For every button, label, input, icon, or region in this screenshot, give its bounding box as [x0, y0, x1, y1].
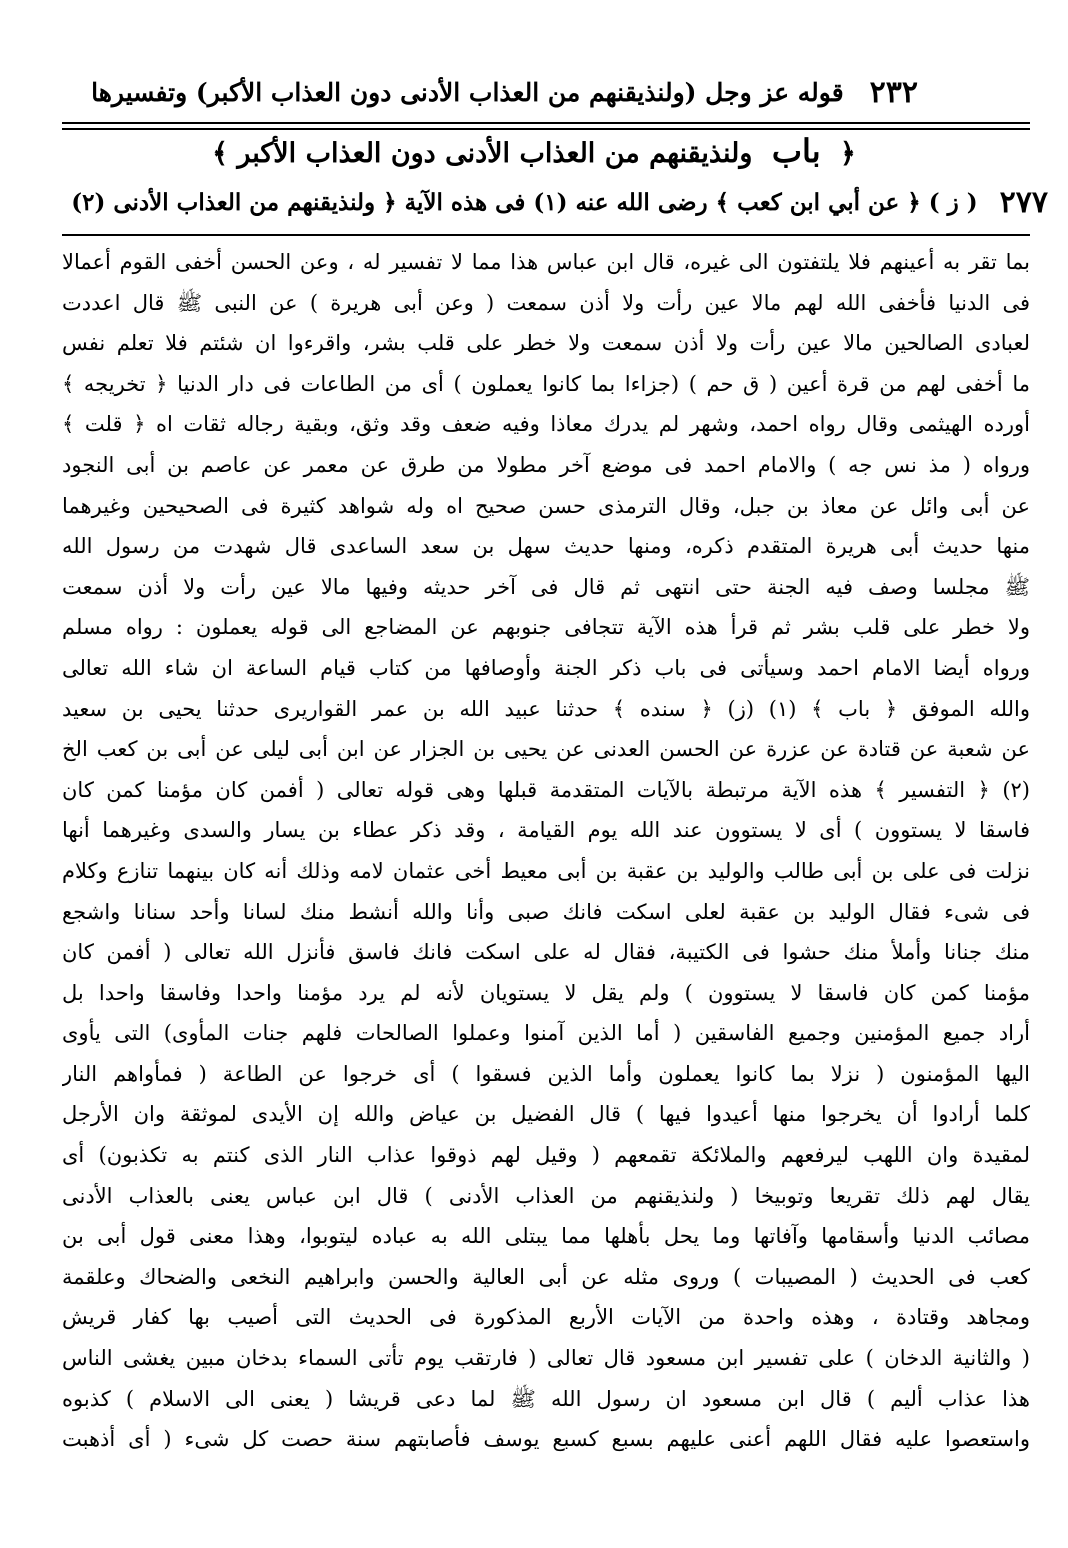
- text-line: واستعصوا عليه فقال اللهم أعنى عليهم بسبع كسبع يوسف فأصابتهم سنة حصت كل شىء ( أى أذهبت: [62, 1427, 1030, 1452]
- text-line: كلما أرادوا أن يخرجوا منها أعيدوا فيها ) قال الفضيل بن عياض والله إن الأيدى لموثقة وان الأرجل: [62, 1102, 1030, 1127]
- text-line: فى شىء فقال الوليد بن عقبة لعلى اسكت فانك صبى وأنا والله أنشط منك لسانا وأحد سنانا واشجع: [62, 899, 1030, 924]
- chapter-heading: [80, 132, 988, 170]
- page-number: ٢٣٢: [869, 74, 918, 110]
- commentary-body: [62, 242, 1030, 1460]
- text-line: ( والثانية الدخان ) على تفسير ابن مسعود قال تعالى ( فارتقب يوم تأتى السماء بدخان مبين يغشى الناس: [62, 1346, 1030, 1371]
- text-line: ﷺ مجلسا وصف فيه الجنة حتى انتهى ثم قال فى آخر حديثه وفيها مالا عين رأت ولا أذن سمعت: [62, 574, 1030, 599]
- text-line: نزلت فى على بن أبى طالب والوليد بن عقبة بن أبى معيط أخى عثمان لامه وذلك أنه كان بينهما تنازع وكلام: [62, 858, 1030, 883]
- text-line: فى الدنيا فأخفى الله لهم مالا عين رأت ولا أذن سمعت ( وعن أبى هريرة ) عن النبى ﷺ قال اعددت: [62, 290, 1030, 315]
- chapter-close-bracket: ﴾: [212, 138, 228, 169]
- text-line: لعبادى الصالحين مالا عين رأت ولا أذن سمعت ولا خطر على قلب بشر، واقرءوا ان شئتم فلا تعلم نفس: [62, 331, 1030, 356]
- hadith-number: ٢٧٧: [999, 184, 1048, 220]
- commentary-rule: [62, 234, 1030, 236]
- text-line: ورواه ( مذ نس جه ) والامام احمد فى موضع آخر مطولا من طرق عن معمر عن عاصم بن أبى النجود: [62, 452, 1030, 477]
- text-line: ومجاهد وقتادة ، وهذه واحدة من الآيات الأربع المذكورة فى الحديث التى أصيب بها كفار قريش: [62, 1305, 1030, 1330]
- header-rule: [62, 122, 1030, 130]
- chapter-title: ولنذيقنهم من العذاب الأدنى دون العذاب الأكبر: [237, 138, 753, 169]
- text-line: مؤمنا كمن كان فاسقا لا يستوون ) ولم يقل لا يستويان لأنه لم يرد مؤمنا واحدا وفاسقا واحدا بل: [62, 980, 1030, 1005]
- text-line: ولا خطر على قلب بشر ثم قرأ هذه الآية تتجافى جنوبهم عن المضاجع الى قوله يعملون : رواه مسلم: [62, 615, 1030, 640]
- text-line: (٢) ﴿ التفسير ﴾ هذه الآية مرتبطة بالآيات المتقدمة قبلها وهى قوله تعالى ( أفمن كان مؤمنا كمن كان: [62, 777, 1030, 802]
- running-title: قوله عز وجل (ولنذيقنهم من العذاب الأدنى دون العذاب الأكبر) وتفسيرها: [91, 77, 844, 107]
- text-line: بما تقر به أعينهم فلا يلتفتون الى غيره، قال ابن عباس هذا مما لا تفسير له ، وعن الحسن أخفى القوم أعمالا: [62, 250, 1030, 274]
- hadith-text: ( ز ) ﴿ عن أبي ابن كعب ﴾ رضى الله عنه (١) فى هذه الآية ﴿ ولنذيقنهم من العذاب الأدنى (٢): [71, 188, 978, 216]
- running-header: [84, 62, 918, 122]
- text-line: هذا عذاب أليم ) قال ابن مسعود ان رسول الله ﷺ لما دعى قريشا ( يعنى الى الاسلام ) كذبوه: [62, 1386, 1030, 1411]
- text-line: عن شعبة عن قتادة عن عزرة عن الحسن العدنى عن يحيى بن الجزار عن ابن أبى ليلى عن أبى بن كعب الخ: [62, 737, 1030, 762]
- text-line: مصائب الدنيا وأسقامها وآفاتها وما يحل بأهلها مما يبتلى الله به عباده ليتوبوا، وهذا معنى قول أبى بن: [62, 1224, 1030, 1249]
- text-line: والله الموفق ﴿ باب ﴾ (١) (ز) ﴿ سنده ﴾ حدثنا عبيد الله بن عمر القواريرى حدثنا يحيى بن سعيد: [62, 696, 1030, 721]
- text-line: أورده الهيثمى وقال رواه احمد، وشهر لم يدرك معاذا وفيه ضعف وقد وثق، وبقية رجاله ثقات اه ﴿ قلت ﴾: [62, 412, 1030, 437]
- text-line: منك جنانا وأملأ منك حشوا فى الكتيبة، فقال له على اسكت فانك فاسق فأنزل الله تعالى ( أفمن كان: [62, 940, 1030, 965]
- text-line: لمقيدة وان اللهب ليرفعهم والملائكة تقمعهم ( وقيل لهم ذوقوا عذاب النار الذى كنتم به تكذبون) أى: [62, 1143, 1030, 1168]
- text-line: يقال لهم ذلك تقريعا وتوبيخا ( ولنذيقنهم من العذاب الأدنى ) قال ابن عباس يعنى بالعذاب الأدنى: [62, 1183, 1030, 1208]
- text-line: أراد جميع المؤمنين وجميع الفاسقين ( أما الذين آمنوا وعملوا الصالحات فلهم جنات المأوى) التى يأوى: [62, 1021, 1030, 1046]
- text-line: ورواه أيضا الامام احمد وسيأتى فى باب ذكر الجنة وأوصافها من كتاب قيام الساعة ان شاء الله تعالى: [62, 655, 1030, 680]
- text-line: ما أخفى لهم من قرة أعين ( ق حم ) (جزاءا بما كانوا يعملون ) أى من الطاعات فى دار الدنيا ﴿ تخريجه ﴾: [62, 371, 1030, 396]
- hadith-heading: [62, 178, 1048, 226]
- text-line: فاسقا لا يستوون ) أى لا يستوون عند الله يوم القيامة ، وقد ذكر عطاء بن يسار والسدى وغيرهما أنها: [62, 818, 1030, 843]
- text-line: منها حديث أبى هريرة المتقدم ذكره، ومنها حديث سهل بن سعد الساعدى قال شهدت من رسول الله: [62, 534, 1030, 559]
- text-line: عن أبى وائل عن معاذ بن جبل، وقال الترمذى حسن صحيح اه وله شواهد كثيرة فى الصحيحين وغيرهما: [62, 493, 1030, 518]
- text-line: كعب فى الحديث ( المصيبات ) وروى مثله عن أبى العالية والحسن وابراهيم النخعى والضحاك وعلقمة: [62, 1264, 1030, 1289]
- chapter-bab-label: باب: [771, 132, 821, 170]
- chapter-open-bracket: ﴿: [840, 138, 856, 169]
- text-line: اليها المؤمنون ( نزلا بما كانوا يعملون وأما الذين فسقوا ) أى خرجوا عن الطاعة ( فمأواهم النار: [62, 1061, 1030, 1086]
